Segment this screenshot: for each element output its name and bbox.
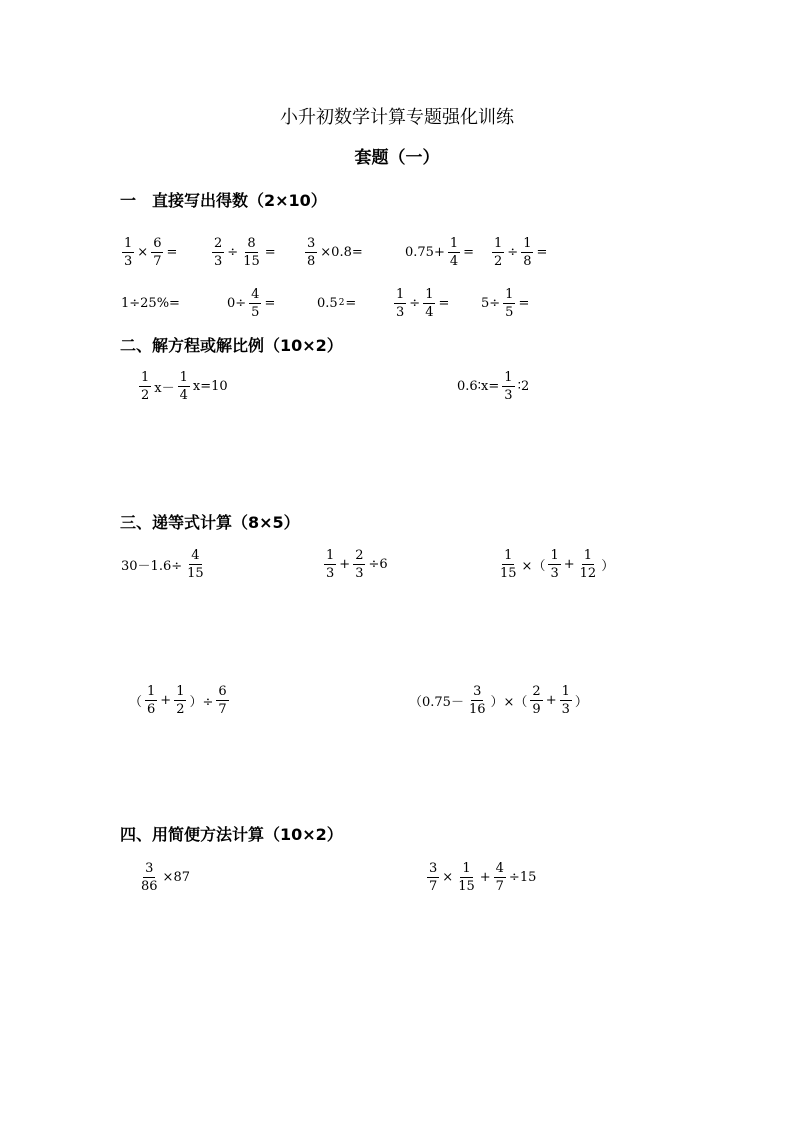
- fraction-denominator: 15: [458, 878, 475, 894]
- expression-text: 1÷25%=: [121, 295, 180, 311]
- fraction-denominator: 3: [504, 387, 513, 403]
- expression-text: +: [545, 692, 557, 708]
- fraction-denominator: 5: [505, 304, 514, 320]
- fraction: [427, 861, 439, 894]
- expression-text: =: [463, 244, 475, 260]
- fraction-denominator: 7: [429, 878, 438, 894]
- math-expression: [303, 230, 364, 274]
- fraction-numerator: 6: [218, 683, 227, 699]
- expression-text: ∶2: [517, 378, 530, 394]
- fraction-numerator: 1: [504, 547, 513, 563]
- fraction-numerator: 1: [462, 860, 471, 876]
- expression-text: =: [264, 244, 276, 260]
- fraction-numerator: 1: [561, 683, 570, 699]
- fraction: [521, 236, 533, 269]
- fraction-numerator: 1: [583, 547, 593, 563]
- fraction: [324, 548, 336, 581]
- math-expression: [120, 230, 178, 274]
- fraction-denominator: 6: [147, 701, 156, 717]
- page-title: 小升初数学计算专题强化训练: [280, 107, 514, 128]
- fraction-numerator: 1: [124, 235, 133, 251]
- fraction-denominator: 3: [124, 253, 133, 269]
- exponent: 2: [338, 298, 345, 308]
- expression-text: +: [339, 556, 351, 572]
- fraction-numerator: 3: [145, 860, 154, 876]
- expression-text: ）: [574, 694, 588, 710]
- math-expression: [408, 678, 589, 722]
- fraction: [548, 548, 560, 581]
- expression-text: +: [563, 556, 575, 572]
- fraction-denominator: 16: [468, 701, 486, 717]
- fraction: [145, 684, 157, 717]
- expression-text: 30－1.6÷: [121, 558, 183, 574]
- fraction-numerator: 1: [326, 547, 335, 563]
- math-expression: [137, 364, 229, 408]
- expression-text: 0÷: [227, 295, 247, 311]
- fraction-denominator: 3: [214, 253, 223, 269]
- fraction-numerator: 1: [179, 369, 188, 385]
- math-expression: [316, 281, 357, 325]
- expression-text: ×: [442, 869, 454, 885]
- fraction: [139, 370, 151, 403]
- fraction-denominator: 5: [251, 304, 260, 320]
- fraction-numerator: 2: [355, 547, 364, 563]
- math-expression: [496, 542, 615, 586]
- fraction-denominator: 3: [326, 565, 335, 581]
- expression-text: ×0.8=: [320, 244, 363, 260]
- fraction-denominator: 8: [523, 253, 532, 269]
- fraction-denominator: 4: [179, 387, 188, 403]
- fraction-denominator: 3: [396, 304, 405, 320]
- expression-text: ×（: [521, 558, 546, 574]
- fraction: [492, 236, 504, 269]
- fraction: [185, 548, 206, 581]
- expression-text: ）: [601, 558, 615, 574]
- fraction-numerator: 1: [505, 286, 514, 302]
- expression-text: x=10: [192, 378, 228, 394]
- fraction: [456, 861, 477, 894]
- math-expression: [210, 230, 277, 274]
- fraction-denominator: 8: [307, 253, 316, 269]
- expression-text: 0.75+: [405, 244, 445, 260]
- fraction: [151, 236, 163, 269]
- expression-text: =: [518, 295, 530, 311]
- fraction: [530, 684, 542, 717]
- fraction: [174, 684, 186, 717]
- expression-text: ×87: [162, 869, 190, 885]
- fraction-denominator: 15: [187, 565, 204, 581]
- fraction-numerator: 1: [449, 235, 459, 251]
- math-expression: [456, 364, 530, 408]
- fraction: [139, 861, 160, 894]
- fraction: [216, 684, 228, 717]
- math-expression: [322, 542, 389, 586]
- expression-text: 5÷: [481, 295, 501, 311]
- fraction-numerator: 4: [251, 286, 260, 302]
- fraction-numerator: 3: [473, 683, 482, 699]
- fraction-numerator: 4: [191, 547, 200, 563]
- fraction-denominator: 7: [495, 878, 504, 894]
- fraction: [394, 287, 406, 320]
- fraction: [423, 287, 435, 320]
- fraction-numerator: 1: [176, 683, 185, 699]
- math-expression: [490, 230, 548, 274]
- fraction-numerator: 1: [396, 286, 405, 302]
- fraction: [249, 287, 261, 320]
- fraction: [578, 548, 599, 581]
- fraction: [353, 548, 365, 581]
- expression-text: 0.6∶x=: [457, 378, 500, 394]
- expression-text: ÷: [507, 244, 519, 260]
- fraction-numerator: 1: [147, 683, 156, 699]
- math-expression: [226, 281, 276, 325]
- math-expression: [137, 855, 191, 899]
- fraction-denominator: 15: [500, 565, 517, 581]
- expression-text: +: [479, 869, 491, 885]
- fraction: [498, 548, 519, 581]
- fraction-numerator: 2: [214, 235, 223, 251]
- fraction: [560, 684, 572, 717]
- section-heading-4: 四、用简便方法计算（10×2）: [120, 825, 343, 844]
- expression-text: ÷: [227, 244, 239, 260]
- fraction-numerator: 8: [247, 235, 256, 251]
- fraction: [448, 236, 460, 269]
- fraction-denominator: 2: [176, 701, 185, 717]
- fraction-denominator: 7: [218, 701, 227, 717]
- math-expression: [425, 855, 537, 899]
- math-expression: [120, 281, 181, 325]
- fraction-denominator: 86: [141, 878, 158, 894]
- expression-text: =: [264, 295, 276, 311]
- fraction-numerator: 1: [523, 235, 532, 251]
- expression-text: ×: [137, 244, 149, 260]
- fraction-numerator: 1: [494, 235, 503, 251]
- fraction-denominator: 9: [532, 701, 541, 717]
- expression-text: ÷15: [508, 869, 537, 885]
- expression-text: +: [160, 692, 172, 708]
- expression-text: （: [129, 694, 143, 710]
- math-expression: [128, 678, 231, 722]
- section-heading-2: 二、解方程或解比例（10×2）: [120, 336, 343, 355]
- expression-text: ）÷: [189, 694, 214, 710]
- fraction-denominator: 3: [550, 565, 559, 581]
- math-expression: [404, 230, 475, 274]
- fraction-denominator: 4: [449, 253, 459, 269]
- fraction-denominator: 12: [579, 565, 597, 581]
- fraction: [503, 287, 515, 320]
- fraction: [122, 236, 134, 269]
- fraction-numerator: 4: [495, 860, 504, 876]
- fraction-denominator: 7: [153, 253, 162, 269]
- fraction: [212, 236, 224, 269]
- fraction: [502, 370, 514, 403]
- fraction-numerator: 3: [429, 860, 438, 876]
- fraction-numerator: 6: [153, 235, 162, 251]
- expression-text: =: [345, 295, 357, 311]
- math-expression: [392, 281, 450, 325]
- section-heading-3: 三、递等式计算（8×5）: [120, 513, 300, 532]
- expression-text: x－: [154, 380, 175, 396]
- fraction: [305, 236, 317, 269]
- fraction-numerator: 1: [550, 547, 559, 563]
- expression-text: ÷: [409, 295, 421, 311]
- fraction-numerator: 3: [307, 235, 316, 251]
- fraction: [494, 861, 506, 894]
- expression-text: 0.5: [317, 295, 338, 311]
- fraction-numerator: 2: [532, 683, 541, 699]
- math-expression: [120, 542, 208, 586]
- expression-text: =: [166, 244, 178, 260]
- fraction-denominator: 2: [494, 253, 503, 269]
- expression-text: （0.75－: [409, 694, 464, 710]
- fraction-numerator: 1: [141, 369, 150, 385]
- fraction: [241, 236, 262, 269]
- fraction: [467, 684, 488, 717]
- section-heading-1: 一 直接写出得数（2×10）: [120, 191, 327, 210]
- fraction-numerator: 1: [504, 369, 513, 385]
- fraction-denominator: 3: [355, 565, 364, 581]
- expression-text: =: [438, 295, 450, 311]
- math-expression: [480, 281, 530, 325]
- expression-text: ÷6: [368, 556, 388, 572]
- fraction-denominator: 4: [425, 304, 434, 320]
- fraction-denominator: 3: [561, 701, 570, 717]
- fraction-numerator: 1: [425, 286, 434, 302]
- fraction-denominator: 2: [141, 387, 150, 403]
- fraction-denominator: 15: [243, 253, 260, 269]
- page-subtitle: 套题（一）: [354, 148, 440, 168]
- fraction: [178, 370, 190, 403]
- expression-text: ）×（: [490, 694, 528, 710]
- expression-text: =: [536, 244, 548, 260]
